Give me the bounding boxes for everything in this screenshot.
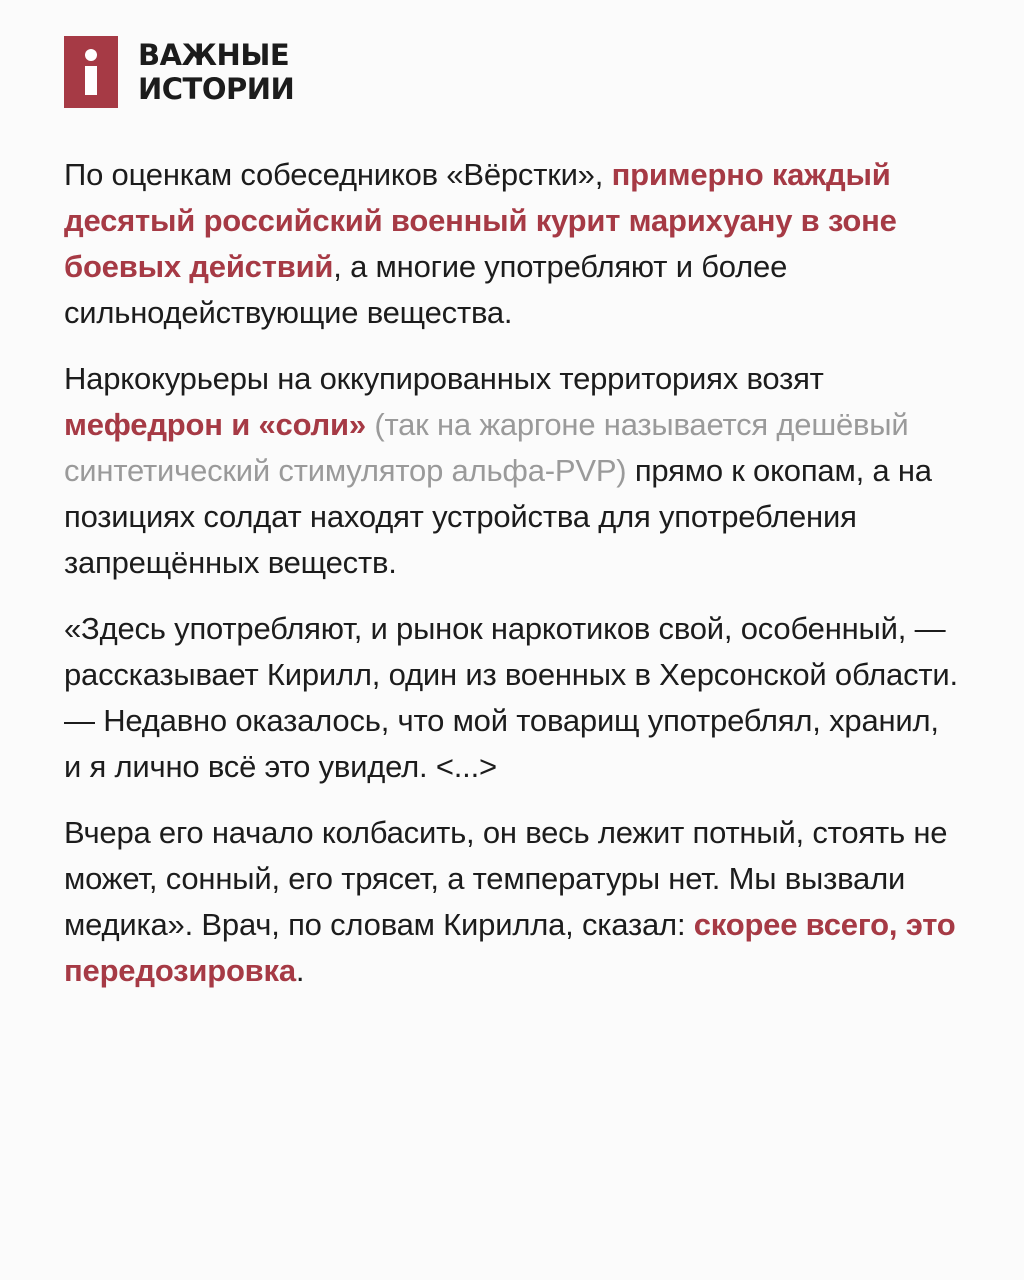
brand-name-line2: ИСТОРИИ — [138, 72, 295, 106]
brand-name — [138, 38, 294, 106]
paragraph-1-text-end: , а многие употребляют и более сильнодействующие вещества. — [64, 249, 788, 330]
paragraph-2-highlight: мефедрон и «соли» — [64, 407, 366, 442]
brand-logo — [64, 36, 294, 108]
paragraph-3-quote — [64, 606, 964, 790]
info-i-icon-dot — [85, 49, 97, 61]
paragraph-4 — [64, 810, 964, 994]
paragraph-4-text-end: . — [295, 953, 305, 988]
paragraph-4-text: Вчера его начало колбасить, он весь лежит потный, стоять не может, сонный, его трясет, а температуры нет. Мы вызвали медика». Врач, по словам Кирилла, сказал: — [64, 815, 948, 942]
paragraph-2-text: Наркокурьеры на оккупированных территориях возят — [64, 361, 824, 396]
paragraph-1 — [64, 152, 964, 336]
paragraph-1-text: По оценкам собеседников «Вёрстки», — [64, 157, 612, 192]
brand-name-line1: ВАЖНЫЕ — [138, 38, 290, 72]
paragraph-2-aside: (так на жаргоне называется дешёвый синтетический стимулятор альфа-PVP) — [64, 407, 909, 488]
info-i-icon-stem — [85, 66, 97, 95]
article-body — [64, 152, 964, 1014]
paragraph-2 — [64, 356, 964, 586]
paragraph-1-highlight: примерно каждый десятый российский военный курит марихуану в зоне боевых действий — [64, 157, 897, 284]
paragraph-4-highlight: скорее всего, это передозировка — [64, 907, 956, 988]
paragraph-3-text: «Здесь употребляют, и рынок наркотиков свой, особенный, — рассказывает Кирилл, один из военных в Херсонской области. — Недавно оказалось, что мой товарищ употреблял, хранил, и я лично всё это увидел. <...> — [64, 611, 958, 784]
paragraph-2-text-end: прямо к окопам, а на позициях солдат находят устройства для употребления запрещённых веществ. — [64, 453, 932, 580]
info-i-icon — [64, 36, 118, 108]
